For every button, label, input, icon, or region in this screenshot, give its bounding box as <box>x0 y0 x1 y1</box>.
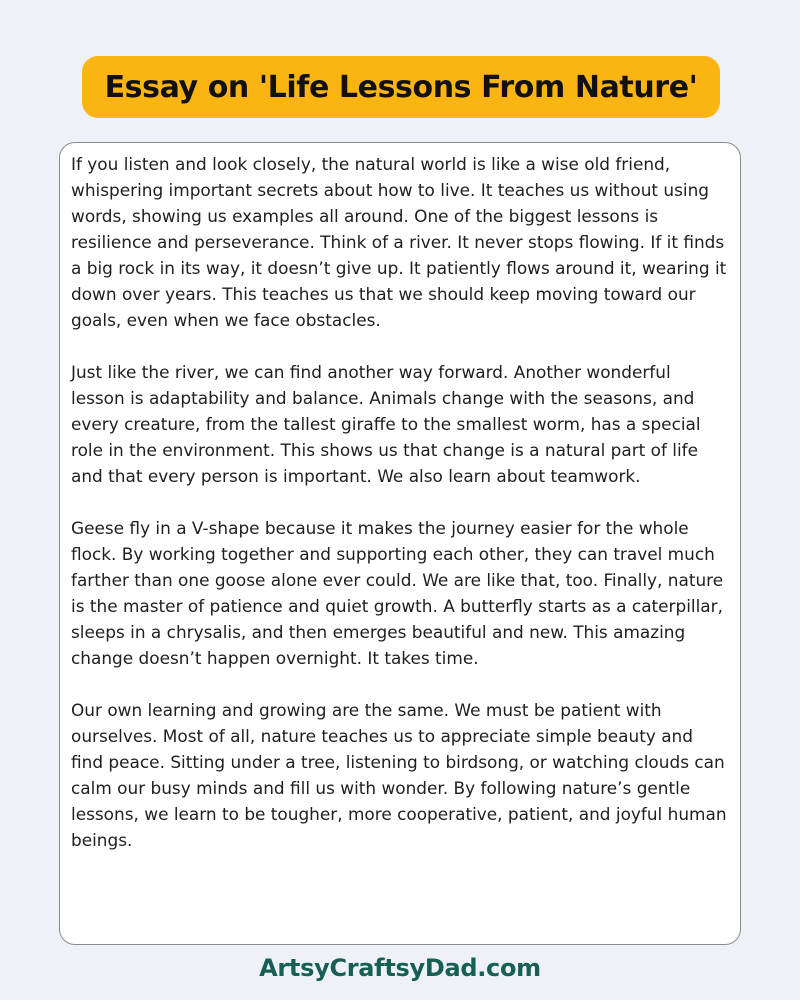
essay-paragraph: Our own learning and growing are the same. We must be patient with ourselves. Most of all, nature teaches us to appreciate simple beauty and find peace. Sitting under a tree, listening to birdsong, or watching clouds can calm our busy minds and fill us with wonder. By following nature’s gentle lessons, we learn to be tougher, more cooperative, patient, and joyful human beings. <box>71 700 727 850</box>
page-title: Essay on 'Life Lessons From Nature' <box>104 69 698 105</box>
essay-paragraph: Just like the river, we can find another way forward. Another wonderful lesson is adaptability and balance. Animals change with the seasons, and every creature, from the tallest giraffe to the smallest worm, has a special role in the environment. This shows us that change is a natural part of life and that every person is important. We also learn about teamwork. <box>71 362 701 486</box>
title-banner <box>82 56 720 118</box>
essay-content-box <box>59 142 741 945</box>
site-footer-brand: ArtsyCraftsyDad.com <box>259 954 541 982</box>
essay-paragraph: If you listen and look closely, the natural world is like a wise old friend, whispering important secrets about how to live. It teaches us without using words, showing us examples all around. One of the biggest lessons is resilience and perseverance. Think of a river. It never stops flowing. If it finds a big rock in its way, it doesn’t give up. It patiently flows around it, wearing it down over years. This teaches us that we should keep moving toward our goals, even when we face obstacles. <box>71 154 727 330</box>
essay-paragraph: Geese fly in a V-shape because it makes the journey easier for the whole flock. By working together and supporting each other, they can travel much farther than one goose alone ever could. We are like that, too. Finally, nature is the master of patience and quiet growth. A butterfly starts as a caterpillar, sleeps in a chrysalis, and then emerges beautiful and new. This amazing change doesn’t happen overnight. It takes time. <box>71 518 724 668</box>
